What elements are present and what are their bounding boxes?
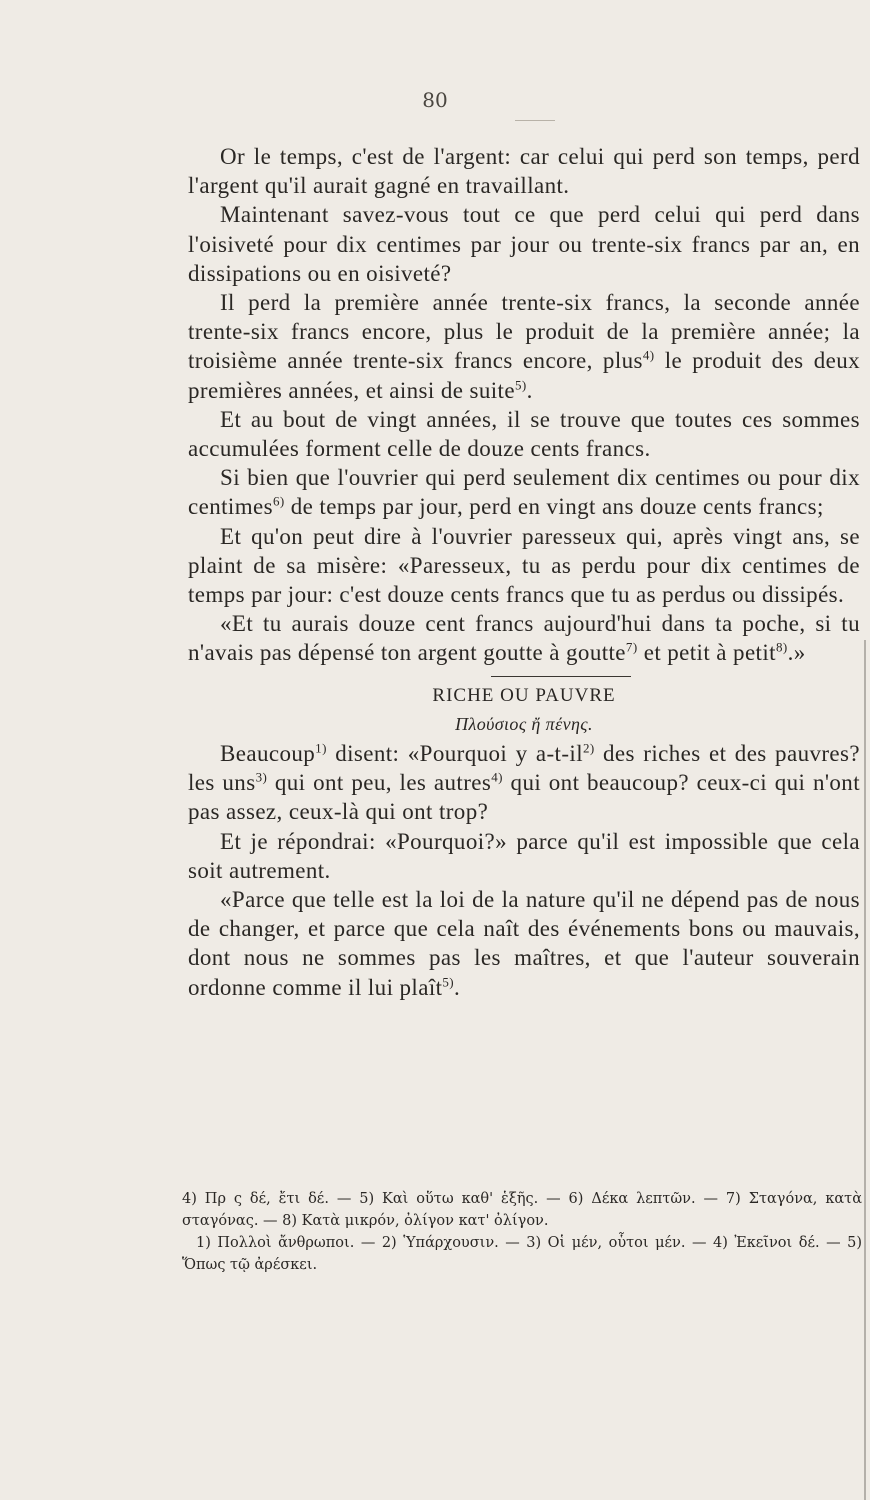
footnote-line: 4) Πρ ς δέ, ἔτι δέ. — 5) Καὶ οὕτω καθ' ἑξῆς. — 6) Δέκα λεπτῶν. — 7) Σταγόνα, κατὰ σταγόνας. — 8) Κατὰ μικρόν, ὀλίγον κατ' ὀλίγον.: [182, 1191, 862, 1229]
text-run: .»: [787, 640, 806, 666]
text-run: des riches et des pauvres? les uns: [188, 741, 860, 796]
text-run: le produit des deux premières années, et ainsi de suite: [188, 348, 861, 403]
paragraph: [188, 885, 860, 1002]
page-number: 80: [422, 88, 448, 112]
footnote-ref: 8): [775, 639, 788, 655]
text-run: «Parce que telle est la loi de la nature qu'il ne dépend pas de nous de changer, et parce que cela naît des événements bons ou mauvais, dont nous ne sommes pas les maîtres, et que l'auteur souverain ordonne comme il lui plaît: [188, 887, 860, 1000]
footnote-line: 1) Πολλοὶ ἄνθρωποι. — 2) Ὑπάρχουσιν. — 3) Οἱ μέν, οὗτοι μέν. — 4) Ἐκεῖνοι δέ. — 5) Ὅπως τῷ ἀρέσκει.: [182, 1235, 862, 1273]
footnote-ref: 1): [315, 740, 327, 756]
text-run: «Et tu aurais douze cent francs aujourd'hui dans ta poche, si tu n'avais pas dépensé ton argent goutte à goutte: [188, 611, 860, 666]
paragraph: [188, 288, 860, 405]
paragraph: [188, 739, 860, 827]
text-run: .: [454, 974, 461, 1000]
section-title: RICHE OU PAUVRE: [432, 684, 616, 706]
page-edge-shadow: [864, 640, 866, 1500]
paragraph: Et je répondrai: «Pourquoi?» parce qu'il est impossible que cela soit autrement.: [188, 828, 860, 883]
paragraph: Maintenant savez-vous tout ce que perd celui qui perd dans l'oisiveté pour dix centimes par jour ou trente-six francs par an, en dissipations ou en oisiveté?: [188, 202, 860, 286]
section-subtitle-greek: Πλούσιος ἤ πένης.: [455, 713, 593, 734]
text-run: Si bien que l'ouvrier qui perd seulement dix centimes ou pour dix centimes: [188, 465, 860, 520]
text-run: qui ont peu, les autres: [267, 770, 492, 796]
ornament-divider: [515, 120, 555, 127]
footnote-ref: 5): [442, 974, 455, 990]
footnote-ref: 5): [514, 376, 527, 392]
footnote-ref: 4): [491, 769, 503, 785]
text-run: et petit à petit: [637, 640, 776, 666]
text-run: de temps par jour, perd en vingt ans douze cents francs;: [284, 494, 824, 520]
text-run: qui ont beaucoup? ceux-ci qui n'ont pas assez, ceux-là qui ont trop?: [188, 770, 860, 825]
footnote-ref: 2): [582, 740, 595, 756]
footnote-ref: 3): [255, 769, 268, 785]
main-text: [188, 142, 860, 1002]
paragraph: Or le temps, c'est de l'argent: car celui qui perd son temps, perd l'argent qu'il aurait gagné en travaillant.: [188, 144, 860, 199]
footnotes: [182, 1188, 862, 1276]
footnote-ref: 7): [625, 639, 638, 655]
text-run: .: [526, 377, 533, 403]
text-run: Il perd la première année trente-six francs, la seconde année trente-six francs encore, plus le produit de la première année; la troisième année trente-six francs encore, plus: [188, 290, 860, 374]
paragraph: [188, 463, 860, 521]
text-run: disent: «Pourquoi y a-t-il: [326, 741, 583, 767]
text-run: Beaucoup: [220, 741, 316, 767]
paragraph: Et au bout de vingt années, il se trouve que toutes ces sommes accumulées forment celle de douze cents francs.: [188, 406, 860, 462]
footnote-ref: 6): [272, 493, 285, 509]
section-rule: [491, 676, 631, 677]
footnote-ref: 4): [642, 347, 655, 363]
paragraph: Et qu'on peut dire à l'ouvrier paresseux qui, après vingt ans, se plaint de sa misère: «Paresseux, tu as perdu pour dix centimes de temps par jour: c'est douze cents francs que tu as perdus ou dissipés.: [188, 523, 860, 608]
paragraph: [188, 609, 860, 667]
